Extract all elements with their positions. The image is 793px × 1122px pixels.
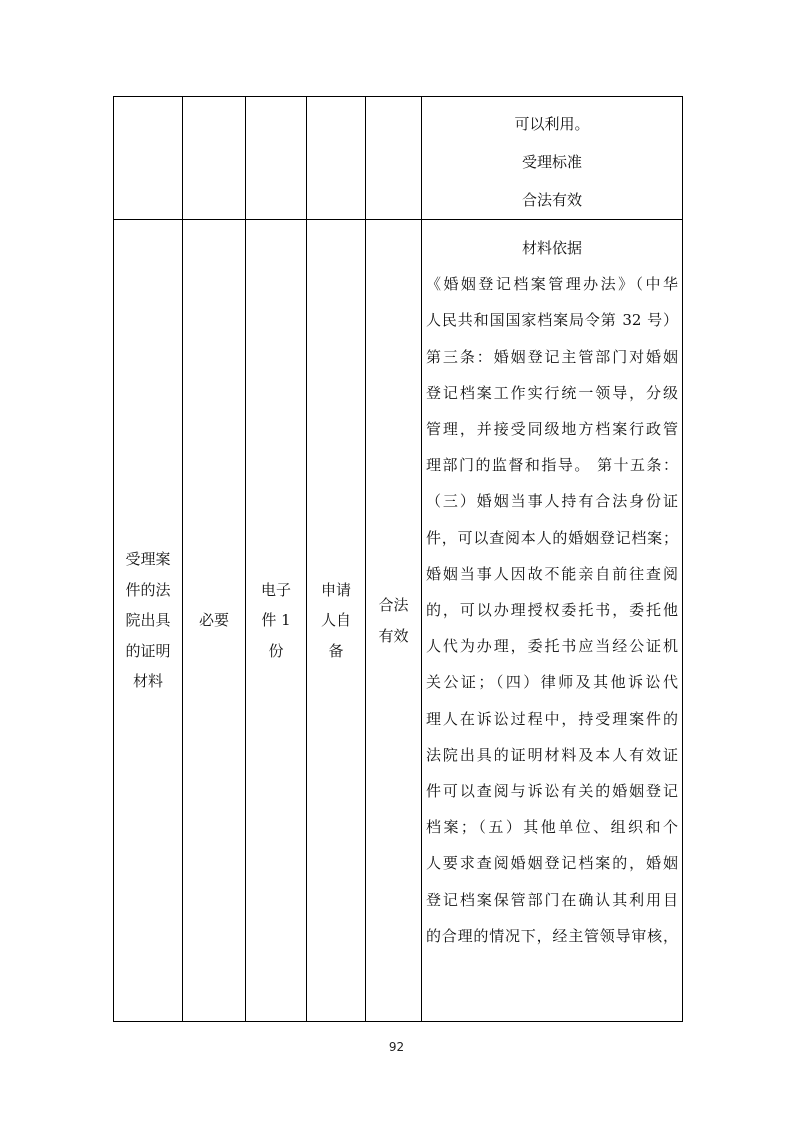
format-line: 件 1 份 — [261, 611, 291, 660]
basis-line: 人要求查阅婚姻登记档案的，婚姻 — [426, 854, 678, 873]
basis-line: 法院出具的证明材料及本人有效证 — [426, 745, 678, 764]
source-line: 备 — [328, 641, 344, 660]
basis-line: 管理，并接受同级地方档案行政管 — [426, 420, 678, 439]
standard-cell — [366, 97, 422, 220]
basis-cell — [422, 97, 683, 220]
basis-continuation — [422, 97, 682, 219]
standard-line: 有效 — [378, 626, 409, 645]
table-row — [114, 97, 683, 220]
material-name-cell — [114, 97, 183, 220]
basis-line: 件，可以查阅本人的婚姻登记档案； — [426, 528, 678, 547]
basis-line: 登记档案保管部门在确认其利用目 — [426, 890, 678, 909]
material-name-cell — [114, 220, 183, 1022]
basis-line: 的合理的情况下，经主管领导审核， — [426, 926, 678, 945]
basis-text — [422, 220, 682, 958]
standard-cell — [366, 220, 422, 1022]
required-cell — [183, 220, 246, 1022]
basis-line: 理部门的监督和指导。 第十五条： — [426, 456, 678, 475]
material-name-line: 受理案 — [125, 550, 171, 569]
basis-line: 人代为办理，委托书应当经公证机 — [426, 637, 678, 656]
material-name-line: 的证明 — [125, 641, 171, 660]
basis-line: 人民共和国国家档案局令第 32 号） — [426, 311, 678, 330]
material-name-line: 件的法 — [125, 580, 171, 599]
basis-line: 理人在诉讼过程中，持受理案件的 — [426, 709, 678, 728]
table-row — [114, 220, 683, 1022]
page-number: 92 — [388, 1040, 405, 1054]
basis-line: 第三条：婚姻登记主管部门对婚姻 — [426, 347, 678, 366]
format-cell — [246, 97, 307, 220]
basis-line: 档案；（五）其他单位、组织和个 — [426, 818, 678, 837]
format-line: 电子 — [260, 580, 291, 599]
source-line: 申请 — [320, 580, 351, 599]
basis-line: 受理标准 — [521, 153, 582, 171]
basis-line: 关公证；（四）律师及其他诉讼代 — [426, 673, 678, 692]
source-line: 人自 — [320, 611, 351, 630]
material-name-line: 材料 — [132, 672, 163, 691]
required-cell — [183, 97, 246, 220]
standard-line: 合法 — [378, 596, 409, 614]
basis-line: 可以利用。 — [514, 115, 590, 133]
source-cell — [307, 97, 366, 220]
basis-line: （三）婚姻当事人持有合法身份证 — [426, 492, 678, 511]
format-cell — [246, 220, 307, 1022]
material-name-line: 院出具 — [125, 611, 171, 630]
basis-line: 合法有效 — [521, 191, 582, 209]
basis-line: 件可以查阅与诉讼有关的婚姻登记 — [426, 782, 678, 801]
basis-heading: 材料依据 — [521, 239, 582, 257]
basis-line: 登记档案工作实行统一领导，分级 — [426, 383, 678, 402]
basis-line: 婚姻当事人因故不能亲自前往查阅 — [426, 564, 678, 583]
basis-line: 《婚姻登记档案管理办法》（中华 — [426, 275, 678, 294]
source-cell — [307, 220, 366, 1022]
required-value: 必要 — [198, 611, 229, 630]
basis-line: 的，可以办理授权委托书，委托他 — [426, 601, 678, 620]
materials-table — [113, 96, 683, 1022]
basis-cell — [422, 220, 683, 1022]
